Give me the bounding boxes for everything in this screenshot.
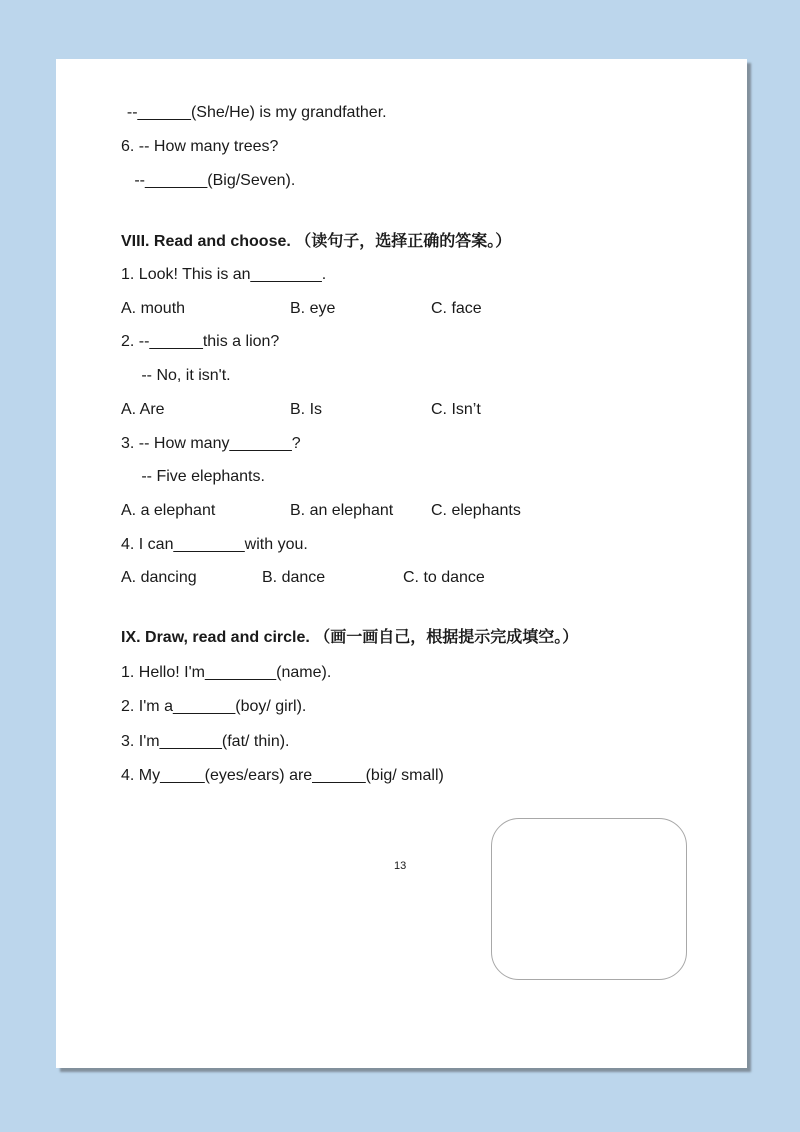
self-portrait-drawing-box[interactable]: [491, 818, 687, 980]
question-6-stem: 6. -- How many trees?: [121, 138, 279, 155]
question-5-answer-line: --______(She/He) is my grandfather.: [118, 104, 387, 121]
viii-question-2-stem: 2. --______this a lion?: [121, 333, 280, 350]
ix-item-3: 3. I'm_______(fat/ thin).: [121, 733, 290, 750]
viii-q3-option-c: C. elephants: [431, 502, 521, 519]
section-viii-heading: VIII. Read and choose. （读句子，选择正确的答案。）: [121, 233, 512, 250]
viii-q1-option-a: A. mouth: [121, 300, 186, 317]
viii-q1-option-c: C. face: [431, 300, 482, 317]
viii-question-3-answer-line: -- Five elephants.: [128, 468, 265, 485]
ix-item-4: 4. My_____(eyes/ears) are______(big/ small): [121, 767, 444, 784]
viii-q1-option-b: B. eye: [290, 300, 336, 317]
section-ix-heading: IX. Draw, read and circle. （画一画自己，根据提示完成填空。）: [121, 629, 579, 646]
page-number: 13: [394, 860, 407, 872]
worksheet-page: [56, 59, 747, 1068]
viii-question-4-stem: 4. I can________with you.: [121, 536, 308, 553]
viii-question-3-stem: 3. -- How many_______?: [121, 435, 301, 452]
viii-question-2-answer-line: -- No, it isn't.: [128, 367, 231, 384]
viii-q4-option-c: C. to dance: [403, 569, 485, 586]
viii-q2-option-c: C. Isn’t: [431, 401, 481, 418]
viii-q3-option-a: A. a elephant: [121, 502, 216, 519]
ix-item-2: 2. I'm a_______(boy/ girl).: [121, 698, 307, 715]
ix-item-1: 1. Hello! I'm________(name).: [121, 664, 332, 681]
viii-q2-option-b: B. Is: [290, 401, 323, 418]
viii-q4-option-b: B. dance: [262, 569, 326, 586]
viii-q2-option-a: A. Are: [121, 401, 165, 418]
viii-question-1-stem: 1. Look! This is an________.: [121, 266, 327, 283]
question-6-answer-line: --_______(Big/Seven).: [121, 172, 296, 189]
viii-q4-option-a: A. dancing: [121, 569, 197, 586]
viii-q3-option-b: B. an elephant: [290, 502, 394, 519]
